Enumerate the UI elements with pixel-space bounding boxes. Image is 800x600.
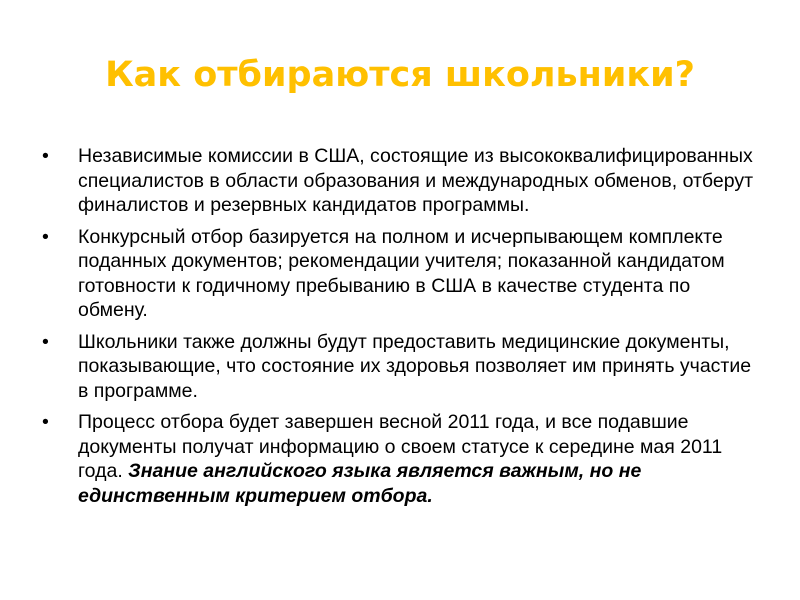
bullet-item-commissions: [42, 144, 764, 218]
bullet-item-medical-documents: [42, 330, 764, 404]
bullet-text: Независимые комиссии в США, состоящие из высококвалифицированных специалистов в области образования и международных обменов, отберут финалистов и резервных кандидатов программы.: [78, 145, 754, 216]
bullet-emphasis-text: Знание английского языка является важным, но не единственным критерием отбора.: [78, 460, 642, 507]
bullet-icon: •: [42, 411, 49, 433]
bullet-item-timeline: [42, 410, 764, 508]
bullet-text: Конкурсный отбор базируется на полном и исчерпывающем комплекте поданных документов; рекомендации учителя; показанной кандидатом готовности к годичному пребыванию в США в качестве студента по обмену.: [78, 225, 725, 321]
bullet-text: Процесс отбора будет завершен весной 2011 года, и все подавшие документы получат информацию о своем статусе к середине мая 2011 года.: [78, 411, 723, 482]
bullet-list: [42, 144, 764, 515]
bullet-item-selection-basis: [42, 225, 764, 323]
bullet-icon: •: [42, 225, 49, 248]
slide-title: Как отбираются школьники?: [105, 55, 695, 95]
bullet-icon: •: [42, 330, 49, 353]
bullet-icon: •: [42, 145, 49, 167]
bullet-text: Школьники также должны будут предоставить медицинские документы, показывающие, что состояние их здоровья позволяет им принять участие в программе.: [78, 330, 752, 402]
